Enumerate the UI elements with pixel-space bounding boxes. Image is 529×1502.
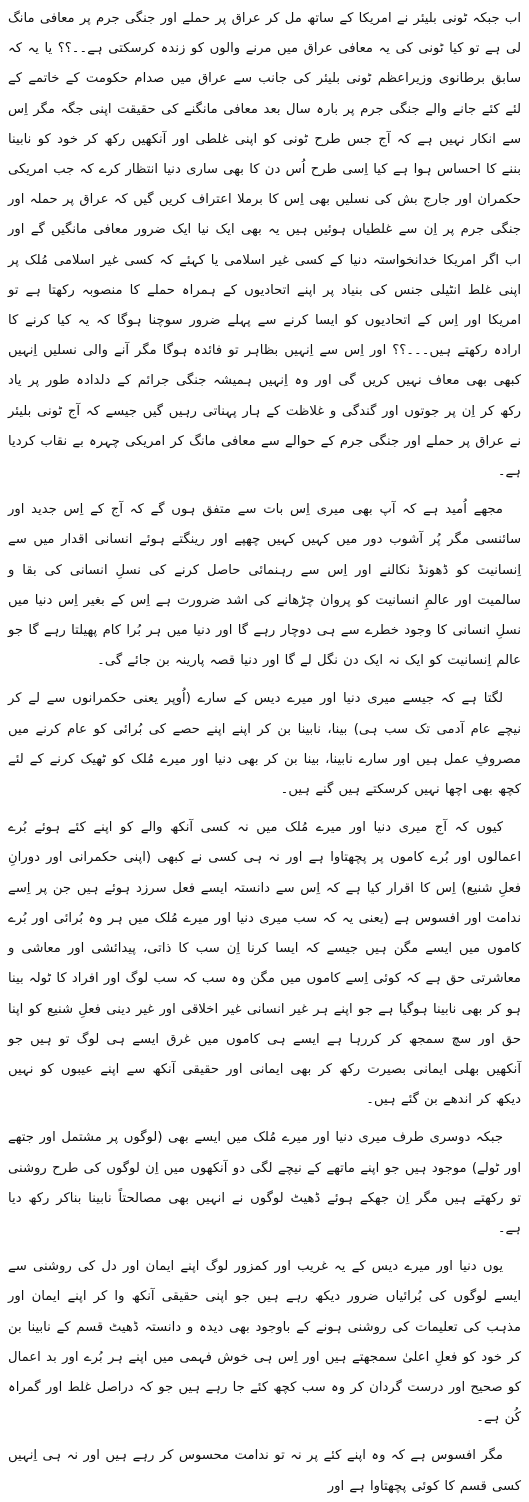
paragraph-1: اب جبکہ ٹونی بلیئر نے امریکا کے ساتھ مل کر عراق پر حملے اور جنگی جرم پر معافی مانگ لی ہے تو کیا ٹونی کی یہ معافی عراق میں مرنے والوں کو زندہ کرسکتی ہے۔۔؟؟ یا یہ کہ سابق برطانوی وزیراعظم ٹونی بلیئر کی جانب سے عراق میں صدام حکومت کے خاتمے کے لئے کئے جانے والے جنگی جرم پر بارہ سال بعد معافی مانگنے کی حقیقت اپنی جگہ مگر اِس سے انکار نہیں ہے کہ آج جس طرح ٹونی کو اپنی غلطی اور آنکھیں رکھ کر خود کو نابینا بننے کا احساس ہوا ہے کیا اِسی طرح اُس دن کا بھی ساری دنیا انتظار کرے کہ جب امریکی حکمران اور جارج بش کی نسلیں بھی اِس کا برملا اعتراف کریں گیں کہ عراق پر حملہ اور جنگی جرم پر اِن سے غلطیاں ہوئیں ہیں یہ بھی ایک نیا ایک ضرور معافی مانگیں گے اور اب اگر امریکا خدانخواستہ دنیا کے کسی غیر اسلامی یا کہئے کہ کسی غیر اسلامی مُلک پر اپنی غلط انٹیلی جنس کی بنیاد پر اپنے اتحادیوں کے ہمراہ حملے کا منصوبہ رکھتا ہے تو امریکا اور اِس کے اتحادیوں کو ایسا کرنے سے پہلے ضرور سوچنا ہوگا کہ یہ کیا کرنے کا ارادہ رکھتے ہیں۔۔۔؟؟ اور اِس سے اِنہیں بظاہر تو فائدہ ہوگا مگر آنے والی نسلیں اِنہیں کبھی بھی معاف نہیں کریں گی اور وہ اِنہیں ہمیشہ جنگی جرائم کے دلدادہ طور پر یاد رکھ کر اِن پر جوتوں اور گندگی و غلاظت کے ہار پہناتی رہیں گیں جیسے کہ آج ٹونی بلیئر نے عراق پر حملے اور جنگی جرم کے حوالے سے معافی مانگ کر امریکی چہرہ بے نقاب کردیا ہے۔ [8,11,521,480]
paragraph-5: جبکہ دوسری طرف میری دنیا اور میرے مُلک میں ایسے بھی (لوگوں پر مشتمل اور جتھے اور ٹولے) موجود ہیں جو اپنے ماتھے کے نیچے لگی دو آنکھوں میں اِن لوگوں کی طرح روشنی تو رکھتے ہیں مگر اِن جھکے ہوئے ڈھیٹ لوگوں نے انہیں بھی مصالحتاً نابینا بناکر رکھ دیا ہے۔ [8,1130,521,1236]
paragraph-7: مگر افسوس ہے کہ وہ اپنے کئے پر نہ تو ندامت محسوس کر رہے ہیں اور نہ ہی اِنہیں کسی قسم کا کوئی پچھتاوا ہے اور [8,1448,521,1494]
paragraph-6: یوں دنیا اور میرے دیس کے یہ غریب اور کمزور لوگ اپنے ایمان اور دل کی روشنی سے ایسے لوگوں کی بُرائیاں ضرور دیکھ رہے ہیں جو اپنی حقیقی آنکھ وا کر اپنے ایمان اور مذہب کی تعلیمات کی روشنی ہونے کے باوجود بھی دیدہ و دانستہ ڈھیٹ قسم کے نابینا بن کر خود کو فعلِ اعلیٰ سمجھتے ہیں اور اِس ہی خوش فہمی میں اپنے ہر بُرے اور بد اعمال کو صحیح اور درست گردان کر وہ سب کچھ کئے جا رہے ہیں جو کہ دراصل غلط اور گمراہ کُن ہے۔ [8,1259,521,1426]
paragraph-4: کیوں کہ آج میری دنیا اور میرے مُلک میں نہ کسی آنکھ والے کو اپنے کئے ہوئے بُرے اعمالوں اور بُرے کاموں پر پچھتاوا ہے اور نہ ہی کسی نے کبھی (اپنی حکمرانی اور دورانِ فعلِ شنیع) اِس کا اقرار کیا ہے کہ اِس سے دانستہ ایسے فعل سرزد ہوئے ہیں جن پر اِسے ندامت اور افسوس ہے (یعنی یہ کہ سب میری دنیا اور میرے مُلک میں ہر وہ بُرائی اور بُرے کاموں میں ایسے مگن ہیں جیسے کہ ایسا کرنا اِن سب کا ذاتی، پیدائشی اور معاشی و معاشرتی حق ہے کہ کوئی اِسے کاموں میں مگن وہ سب کہ سب لوگ اور افراد کا ٹولہ بینا ہو کر بھی نابینا ہوگیا ہے جو اپنے ہر غیر انسانی غیر اخلاقی اور غیر دینی فعلِ شنیع کو اپنا حق اور سچ سمجھ کر کررہا ہے ایسے ہی کاموں میں غرق ایسے ہی لوگ تو ہیں جو آنکھیں بھلی ایمانی بصیرت رکھ کر بھی ایمانی اور حقیقی آنکھ سے اپنے عیبوں کو نہیں دیکھ کر اندھے بن گئے ہیں۔ [8,820,521,1108]
paragraph-3: لگتا ہے کہ جیسے میری دنیا اور میرے دیس کے سارے (اُوپر یعنی حکمرانوں سے لے کر نیچے عام آدمی تک سب ہی) بینا، نابینا بن کر اپنے اپنے حصے کی بُرائی کو عام کرنے میں مصروفِ عمل ہیں اور سارے نابینا، بینا بن کر بھی دنیا اور میرے مُلک کو ٹھیک کرنے کے لئے کچھ بھی اچھا نہیں کرسکتے ہیں گنے ہیں۔ [8,691,521,798]
paragraph-2: مجھے اُمید ہے کہ آپ بھی میری اِس بات سے متفق ہوں گے کہ آج کے اِس جدید اور سائنسی مگر پُر آشوب دور میں کہیں کہیں چھپے اور رینگتے ہوئے انسانی اقدار میں سے اِنسانیت کو ڈھونڈ نکالنے اور اِس سے رہنمائی حاصل کرنے کی نسلِ انسانی کی بقا و سالمیت اور عالمِ انسانیت کو پروان چڑھانے کی اشد ضرورت ہے اِس کے بغیر اِس دنیا میں نسلِ انسانی کا وجود خطرے سے ہی دوچار رہے گا اور دنیا میں ہر بُرا کام پھیلتا رہے گا جو عالم اِنسانیت کو ایک نہ ایک دن نگل لے گا اور دنیا قصہ پارینہ بن جائے گی۔ [8,502,521,669]
